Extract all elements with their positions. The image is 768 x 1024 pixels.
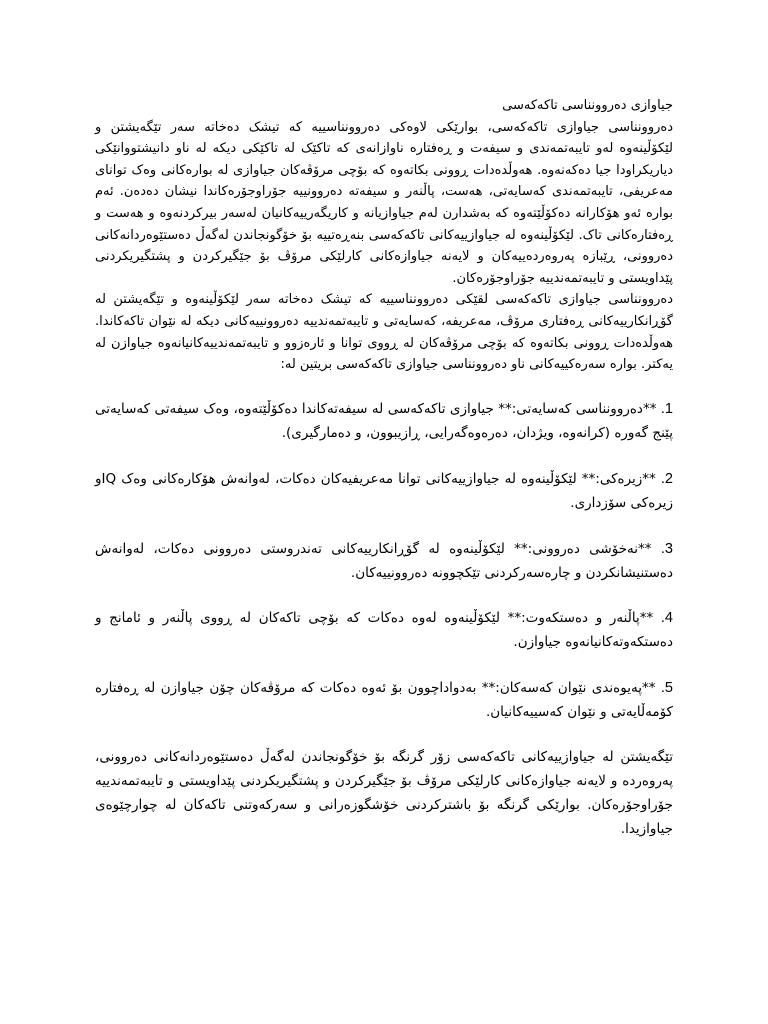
list-item-psychopathology bbox=[95, 537, 673, 585]
paragraph-intro: دەروونناسی جیاوازی تاکەکەسی، بوارێکی لاوەکی دەروونناسییە کە تیشک دەخاتە سەر تێگەیشتن و لێکۆڵینەوە لەو تایبەتمەندی و سیفەت و ڕەفتارە ناوازانەی کە تاکێک لە تاکێکی دیکە لە ناو دانیشتووانێکی دیاریکراودا جیا دەکەنەوە. هەوڵدەدات ڕوونی بکاتەوە کە بۆچی مرۆڤەکان جیاوازی لە بوارەکانی وەک توانای مەعریفی، تایبەتمەندی کەسایەتی، هەست، پاڵنەر و سیفەتە دەروونییە جۆراوجۆرەکاندا نیشان دەدەن. ئەم بوارە ئەو هۆکارانە دەکۆڵێتەوە کە بەشدارن لەم جیاوازیانە و کاریگەرییەکانیان لەسەر بیرکردنەوە و هەست و ڕەفتارەکانی تاک. لێکۆڵینەوە لە جیاوازییەکانی تاکەکەسی بنەڕەتییە بۆ خۆگونجاندن لەگەڵ دەستێوەردانەکانی دەروونی، ڕێبازە پەروەردەییەکان و لایەنە جیاوازەکانی کارلێکی مرۆڤ بۆ جێگیرکردن و پشتگیریکردنی پێداویستی و تایبەتمەندییە جۆراوجۆرەکان. bbox=[95, 119, 673, 286]
spacer bbox=[95, 376, 673, 398]
paragraph-conclusion: تێگەیشتن لە جیاوازییەکانی تاکەکەسی زۆر گرنگە بۆ خۆگونجاندن لەگەڵ دەستێوەردانەکانی دەروونی، پەروەردە و لایەنە جیاوازەکانی کارلێکی مرۆڤ بۆ جێگیرکردن و پشتگیریکردنی پێداویستی و تایبەتمەندییە جۆراوجۆرەکان. بوارێکی گرنگە بۆ باشترکردنی خۆشگوزەرانی و سەرکەوتنی تاکەکان لە چوارچێوەی جیاوازیدا. bbox=[95, 749, 673, 838]
list-item-text: **دەروونناسی کەسایەتی:** جیاوازی تاکەکەسی لە سیفەتەکاندا دەکۆڵێتەوە، وەک سیفەتی کەسایەتی پێنج گەورە (کرانەوە، ویژدان، دەرەوەگەرایی، ڕازیبوون، و دەمارگیری). bbox=[95, 401, 673, 442]
list-item-motivation bbox=[95, 606, 673, 654]
document-title: جیاوازی دەروونناسی تاکەکەسی bbox=[502, 98, 673, 113]
list-item-text: **زیرەکی:** لێکۆڵینەوە لە جیاوازییەکانی توانا مەعریفیەکان دەکات، لەوانەش هۆکارەکانی وەک IQو زیرەکی سۆزداری. bbox=[95, 470, 673, 511]
list-number: 3. bbox=[660, 540, 673, 557]
spacer bbox=[95, 515, 673, 537]
spacer bbox=[95, 724, 673, 746]
list-number: 4. bbox=[660, 610, 673, 627]
list-item-intelligence bbox=[95, 467, 673, 515]
list-number: 1. bbox=[660, 401, 673, 418]
list-item-text: **نەخۆشی دەروونی:** لێکۆڵینەوە لە گۆڕانکارییەکانی تەندروستی دەروونی دەکات، لەوانەش دەستنیشانکردن و چارەسەرکردنی تێکچوونە دەروونییەکان. bbox=[95, 540, 673, 581]
list-item-personality bbox=[95, 397, 673, 445]
paragraph-areas: دەروونناسی جیاوازی تاکەکەسی لقێکی دەروونناسییە کە تیشک دەخاتە سەر لێکۆڵینەوە و تێگەیشتن لە گۆڕانکارییەکانی ڕەفتاری مرۆڤ، مەعریفە، کەسایەتی و تایبەتمەندییە دەروونییەکانی دیکە لە نێوان تاکەکاندا. هەوڵدەدات ڕوونی بکاتەوە کە بۆچی مرۆڤەکان لە ڕووی توانا و ئارەزوو و تایبەتمەندییەکانیانەوە جیاوازن لە یەکتر. بوارە سەرەکییەکانی ناو دەروونناسی جیاوازی تاکەکەسی بریتین لە: bbox=[95, 292, 673, 373]
list-number: 2. bbox=[660, 470, 673, 487]
list-item-text: **پەیوەندی نێوان کەسەکان:** بەدواداچوون بۆ ئەوە دەکات کە مرۆڤەکان چۆن جیاوازن لە ڕەفتارە کۆمەڵایەتی و نێوان کەسییەکانیان. bbox=[95, 679, 673, 720]
spacer bbox=[95, 445, 673, 467]
list-number: 5. bbox=[660, 679, 673, 696]
list-item-interpersonal bbox=[95, 676, 673, 724]
spacer bbox=[95, 585, 673, 607]
document-body bbox=[95, 95, 673, 841]
spacer bbox=[95, 654, 673, 676]
list-item-text: **پاڵنەر و دەستکەوت:** لێکۆڵینەوە لەوە دەکات کە بۆچی تاکەکان لە ڕووی پاڵنەر و ئامانج و دەستکەوتەکانیانەوە جیاوازن. bbox=[95, 610, 673, 651]
